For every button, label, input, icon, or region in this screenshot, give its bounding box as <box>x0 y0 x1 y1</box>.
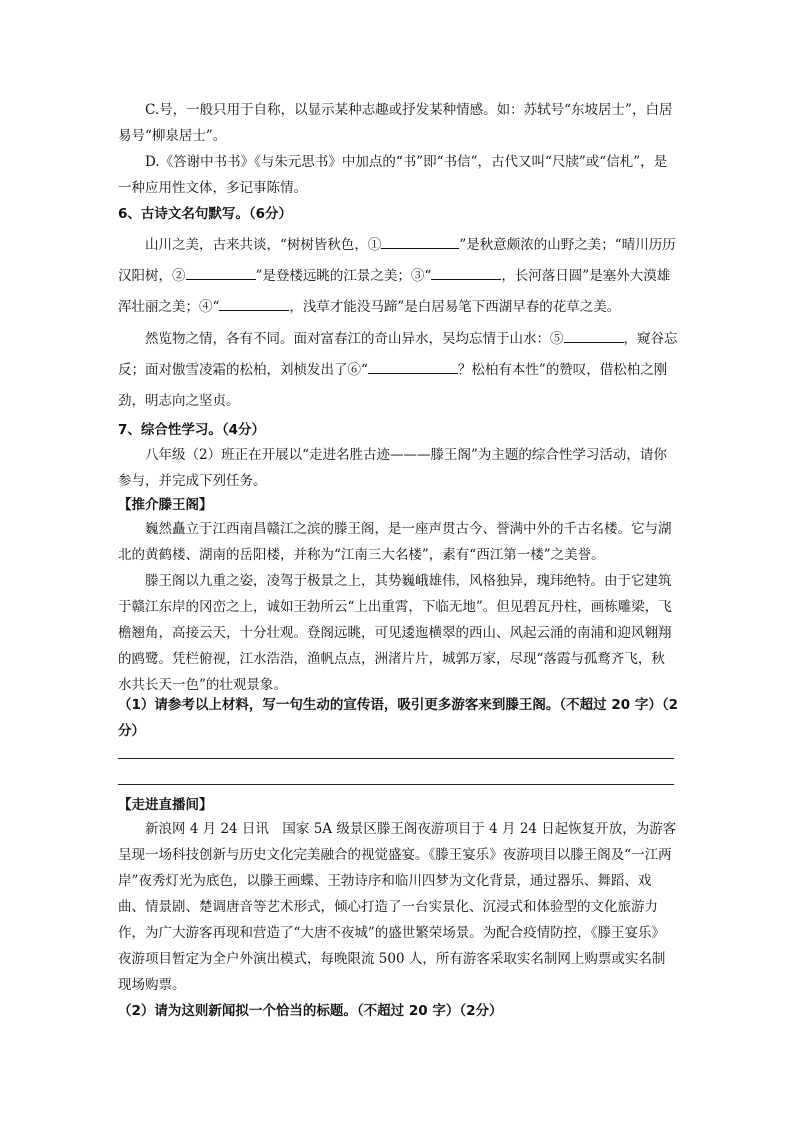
answer-line-1[interactable] <box>118 758 674 759</box>
section-live-title: 【走进直播间】 <box>118 797 213 813</box>
question-7-title: 7、综合性学习。（4分） <box>118 422 266 438</box>
q6-text-2: ”是秋意颇浓的山野之美；“晴川历历汉阳树，② <box>118 237 676 284</box>
option-d: D.《答谢中书书》《与朱元思书》中加点的“书”即“书信”，古代又叫“尺牍”或“信札”，是一种应用性文体，多记事陈情。 <box>118 154 668 196</box>
answer-blank-2[interactable] <box>186 263 256 280</box>
answer-blank-1[interactable] <box>381 232 459 249</box>
q6-text-4: ，长河落日圆”是塞外大漠雄浑壮丽之美；④“ <box>118 268 671 315</box>
question-6-para-1 <box>118 230 678 323</box>
section-recommend-para-1: 巍然矗立于江西南昌赣江之滨的滕王阁，是一座声贯古今、誉满中外的千古名楼。它与湖北的黄鹤楼、湖南的岳阳楼，并称为“江南三大名楼”，素有“西江第一楼”之美誉。 <box>118 521 672 563</box>
q6-text-7: ，窥谷忘反；面对傲雪凌霜的松柏，刘桢发出了⑥“ <box>118 331 678 378</box>
section-recommend-para-2: 滕王阁以九重之姿，凌驾于极景之上，其势巍峨雄伟，风格独异，瑰玮绝特。由于它建筑于赣江东岸的冈峦之上，诚如王勃所云“上出重霄，下临无地”。但见碧瓦丹柱，画栋雕梁，飞檐翘角，高接云天，十分壮观。登阁远眺，可见逶迤横翠的西山、风起云涌的南浦和迎风翱翔的鸥鹭。凭栏俯视，江水浩浩，渔帆点点，洲渚片片，城郭万家，尽现“落霞与孤鹜齐飞，秋水共长天一色”的壮观景象。 <box>118 573 672 693</box>
question-7-2: （2）请为这则新闻拟一个恰当的标题。（不超过 20 字）（2分） <box>118 1003 503 1019</box>
section-recommend-title: 【推介滕王阁】 <box>118 497 213 513</box>
answer-blank-5[interactable] <box>564 326 624 343</box>
question-6-title: 6、古诗文名句默写。（6分） <box>118 206 293 222</box>
q6-text-8: ？松柏有本性”的赞叹，借松柏之刚劲，明志向之坚贞。 <box>118 362 668 409</box>
answer-blank-3[interactable] <box>431 263 501 280</box>
question-6-para-2 <box>118 324 678 417</box>
q6-text-3: ”是登楼远眺的江景之美；③“ <box>255 268 432 284</box>
option-c: C.号，一般只用于自称，以显示某种志趣或抒发某种情感。如：苏轼号“东坡居士”，白居易号“柳泉居士”。 <box>118 102 673 144</box>
q6-text-5: ，浅草才能没马蹄”是白居易笔下西湖早春的花草之美。 <box>289 299 621 315</box>
question-7-intro: 八年级（2）班正在开展以“走进名胜古迹———滕王阁”为主题的综合性学习活动，请你参与，并完成下列任务。 <box>118 447 667 489</box>
section-live-news: 新浪网 4 月 24 日讯 国家 5A 级景区滕王阁夜游项目于 4 月 24 日起恢复开放，为游客呈现一场科技创新与历史文化完美融合的视觉盛宴。《滕王宴乐》夜游项目以滕王阁及“一江两岸”夜秀灯光为底色，以滕王画蝶、王勃诗序和临川四梦为文化背景，通过器乐、舞蹈、戏曲、情景剧、楚调唐音等艺术形式，倾心打造了一台实景化、沉浸式和体验型的文化旅游力作，为广大游客再现和营造了“大唐不夜城”的盛世繁荣场景。为配合疫情防控，《滕王宴乐》夜游项目暂定为全户外演出模式，每晚限流 500 人，所有游客采取实名制网上购票或实名制现场购票。 <box>118 821 677 993</box>
answer-blank-4[interactable] <box>219 294 289 311</box>
q6-text-1: 山川之美，古来共谈，“树树皆秋色，① <box>145 237 382 253</box>
q6-text-6: 然览物之情，各有不同。面对富春江的奇山异水，吴均忘情于山水：⑤ <box>145 331 564 347</box>
answer-line-2[interactable] <box>118 784 674 785</box>
question-7-1: （1）请参考以上材料，写一句生动的宣传语，吸引更多游客来到滕王阁。（不超过 20 字）（2分） <box>118 697 678 739</box>
answer-blank-6[interactable] <box>368 357 458 374</box>
